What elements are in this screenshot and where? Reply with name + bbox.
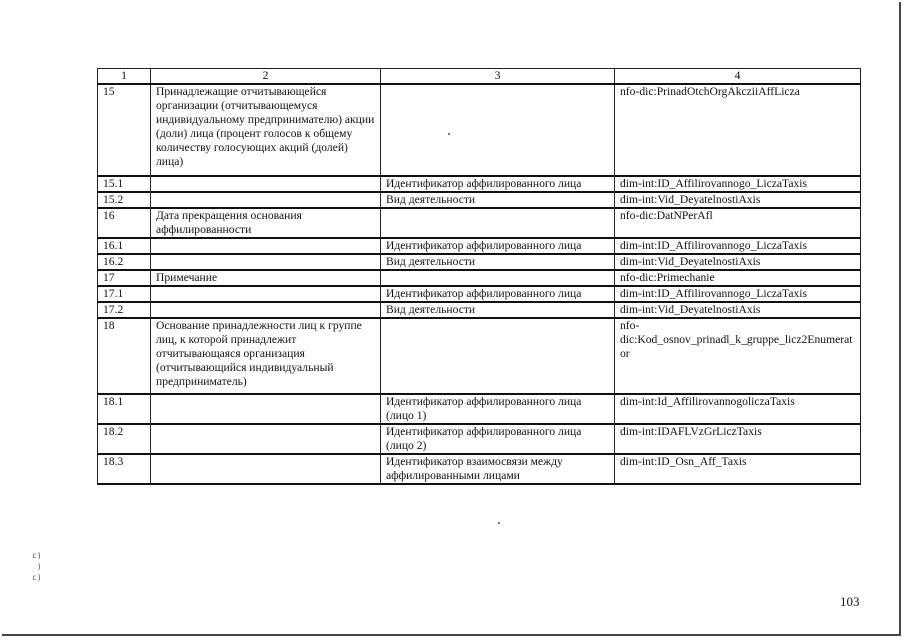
header-col-3: 3: [381, 69, 615, 85]
table-row: [98, 84, 861, 176]
row-number: 18.2: [98, 424, 151, 454]
row-code: dim-int:Id_AffilirovannogoliczaTaxis: [615, 394, 861, 424]
table-row: [98, 302, 861, 318]
row-number: 17: [98, 270, 151, 286]
row-name: Основание принадлежности лиц к группе лиц, к которой принадлежит отчитывающаяся организация (отчитывающийся индивидуальный предприниматель): [151, 318, 381, 394]
scan-artifact-dot: [448, 133, 450, 135]
row-number: 17.2: [98, 302, 151, 318]
row-code: dim-int:Vid_DeyatelnostiAxis: [615, 192, 861, 208]
table-row: [98, 238, 861, 254]
row-code: dim-int:ID_Affilirovannogo_LiczaTaxis: [615, 176, 861, 192]
row-name: Примечание: [151, 270, 381, 286]
row-number: 16: [98, 208, 151, 238]
row-dimension: Идентификатор аффилированного лица (лицо 1): [381, 394, 615, 424]
row-name: [151, 394, 381, 424]
table-row: [98, 318, 861, 394]
row-dimension: [381, 208, 615, 238]
scan-artifact-mark: c): [32, 573, 42, 582]
row-number: 18.1: [98, 394, 151, 424]
row-dimension: Идентификатор взаимосвязи между аффилированными лицами: [381, 454, 615, 484]
row-dimension: [381, 318, 615, 394]
row-code: dim-int:IDAFLVzGrLiczTaxis: [615, 424, 861, 454]
row-number: 16.2: [98, 254, 151, 270]
table-row: [98, 192, 861, 208]
table-row: [98, 286, 861, 302]
row-number: 18: [98, 318, 151, 394]
row-dimension: Вид деятельности: [381, 192, 615, 208]
row-dimension: [381, 84, 615, 176]
row-name: [151, 286, 381, 302]
table-header-row: [98, 69, 861, 85]
row-code: nfo-dic:Kod_osnov_prinadl_k_gruppe_licz2Enumerator: [615, 318, 861, 394]
attribute-table: [97, 68, 861, 485]
row-dimension: Вид деятельности: [381, 302, 615, 318]
table-row: [98, 424, 861, 454]
table-row: [98, 254, 861, 270]
table-row: [98, 454, 861, 484]
row-code: nfo-dic:DatNPerAfl: [615, 208, 861, 238]
page-number: 103: [840, 594, 860, 609]
table-row: [98, 270, 861, 286]
row-code: dim-int:ID_Osn_Aff_Taxis: [615, 454, 861, 484]
row-name: [151, 238, 381, 254]
header-col-4: 4: [615, 69, 861, 85]
header-col-1: 1: [98, 69, 151, 85]
row-name: [151, 424, 381, 454]
row-dimension: Идентификатор аффилированного лица: [381, 286, 615, 302]
row-number: 15.2: [98, 192, 151, 208]
row-number: 15: [98, 84, 151, 176]
scan-artifact-mark: c): [32, 551, 42, 560]
row-number: 17.1: [98, 286, 151, 302]
header-col-2: 2: [151, 69, 381, 85]
row-dimension: Идентификатор аффилированного лица: [381, 176, 615, 192]
row-name: [151, 454, 381, 484]
row-name: [151, 176, 381, 192]
table-row: [98, 208, 861, 238]
row-name: Принадлежащие отчитывающейся организации (отчитывающемуся индивидуальному предпринимателю) акции (доли) лица (процент голосов к общему количеству голосующих акций (долей) лица): [151, 84, 381, 176]
row-name: [151, 192, 381, 208]
row-code: dim-int:ID_Affilirovannogo_LiczaTaxis: [615, 238, 861, 254]
row-number: 18.3: [98, 454, 151, 484]
table-row: [98, 394, 861, 424]
row-name: [151, 302, 381, 318]
row-code: dim-int:Vid_DeyatelnostiAxis: [615, 254, 861, 270]
row-number: 15.1: [98, 176, 151, 192]
row-number: 16.1: [98, 238, 151, 254]
scan-artifact-mark: ): [32, 562, 42, 571]
row-dimension: Вид деятельности: [381, 254, 615, 270]
row-dimension: [381, 270, 615, 286]
scan-artifact-dot: [498, 522, 500, 524]
table-row: [98, 176, 861, 192]
row-dimension: Идентификатор аффилированного лица: [381, 238, 615, 254]
row-code: nfo-dic:PrinadOtchOrgAkcziiAffLicza: [615, 84, 861, 176]
row-dimension: Идентификатор аффилированного лица (лицо 2): [381, 424, 615, 454]
row-code: dim-int:ID_Affilirovannogo_LiczaTaxis: [615, 286, 861, 302]
row-code: nfo-dic:Primechanie: [615, 270, 861, 286]
row-name: Дата прекращения основания аффилированности: [151, 208, 381, 238]
row-code: dim-int:Vid_DeyatelnostiAxis: [615, 302, 861, 318]
row-name: [151, 254, 381, 270]
